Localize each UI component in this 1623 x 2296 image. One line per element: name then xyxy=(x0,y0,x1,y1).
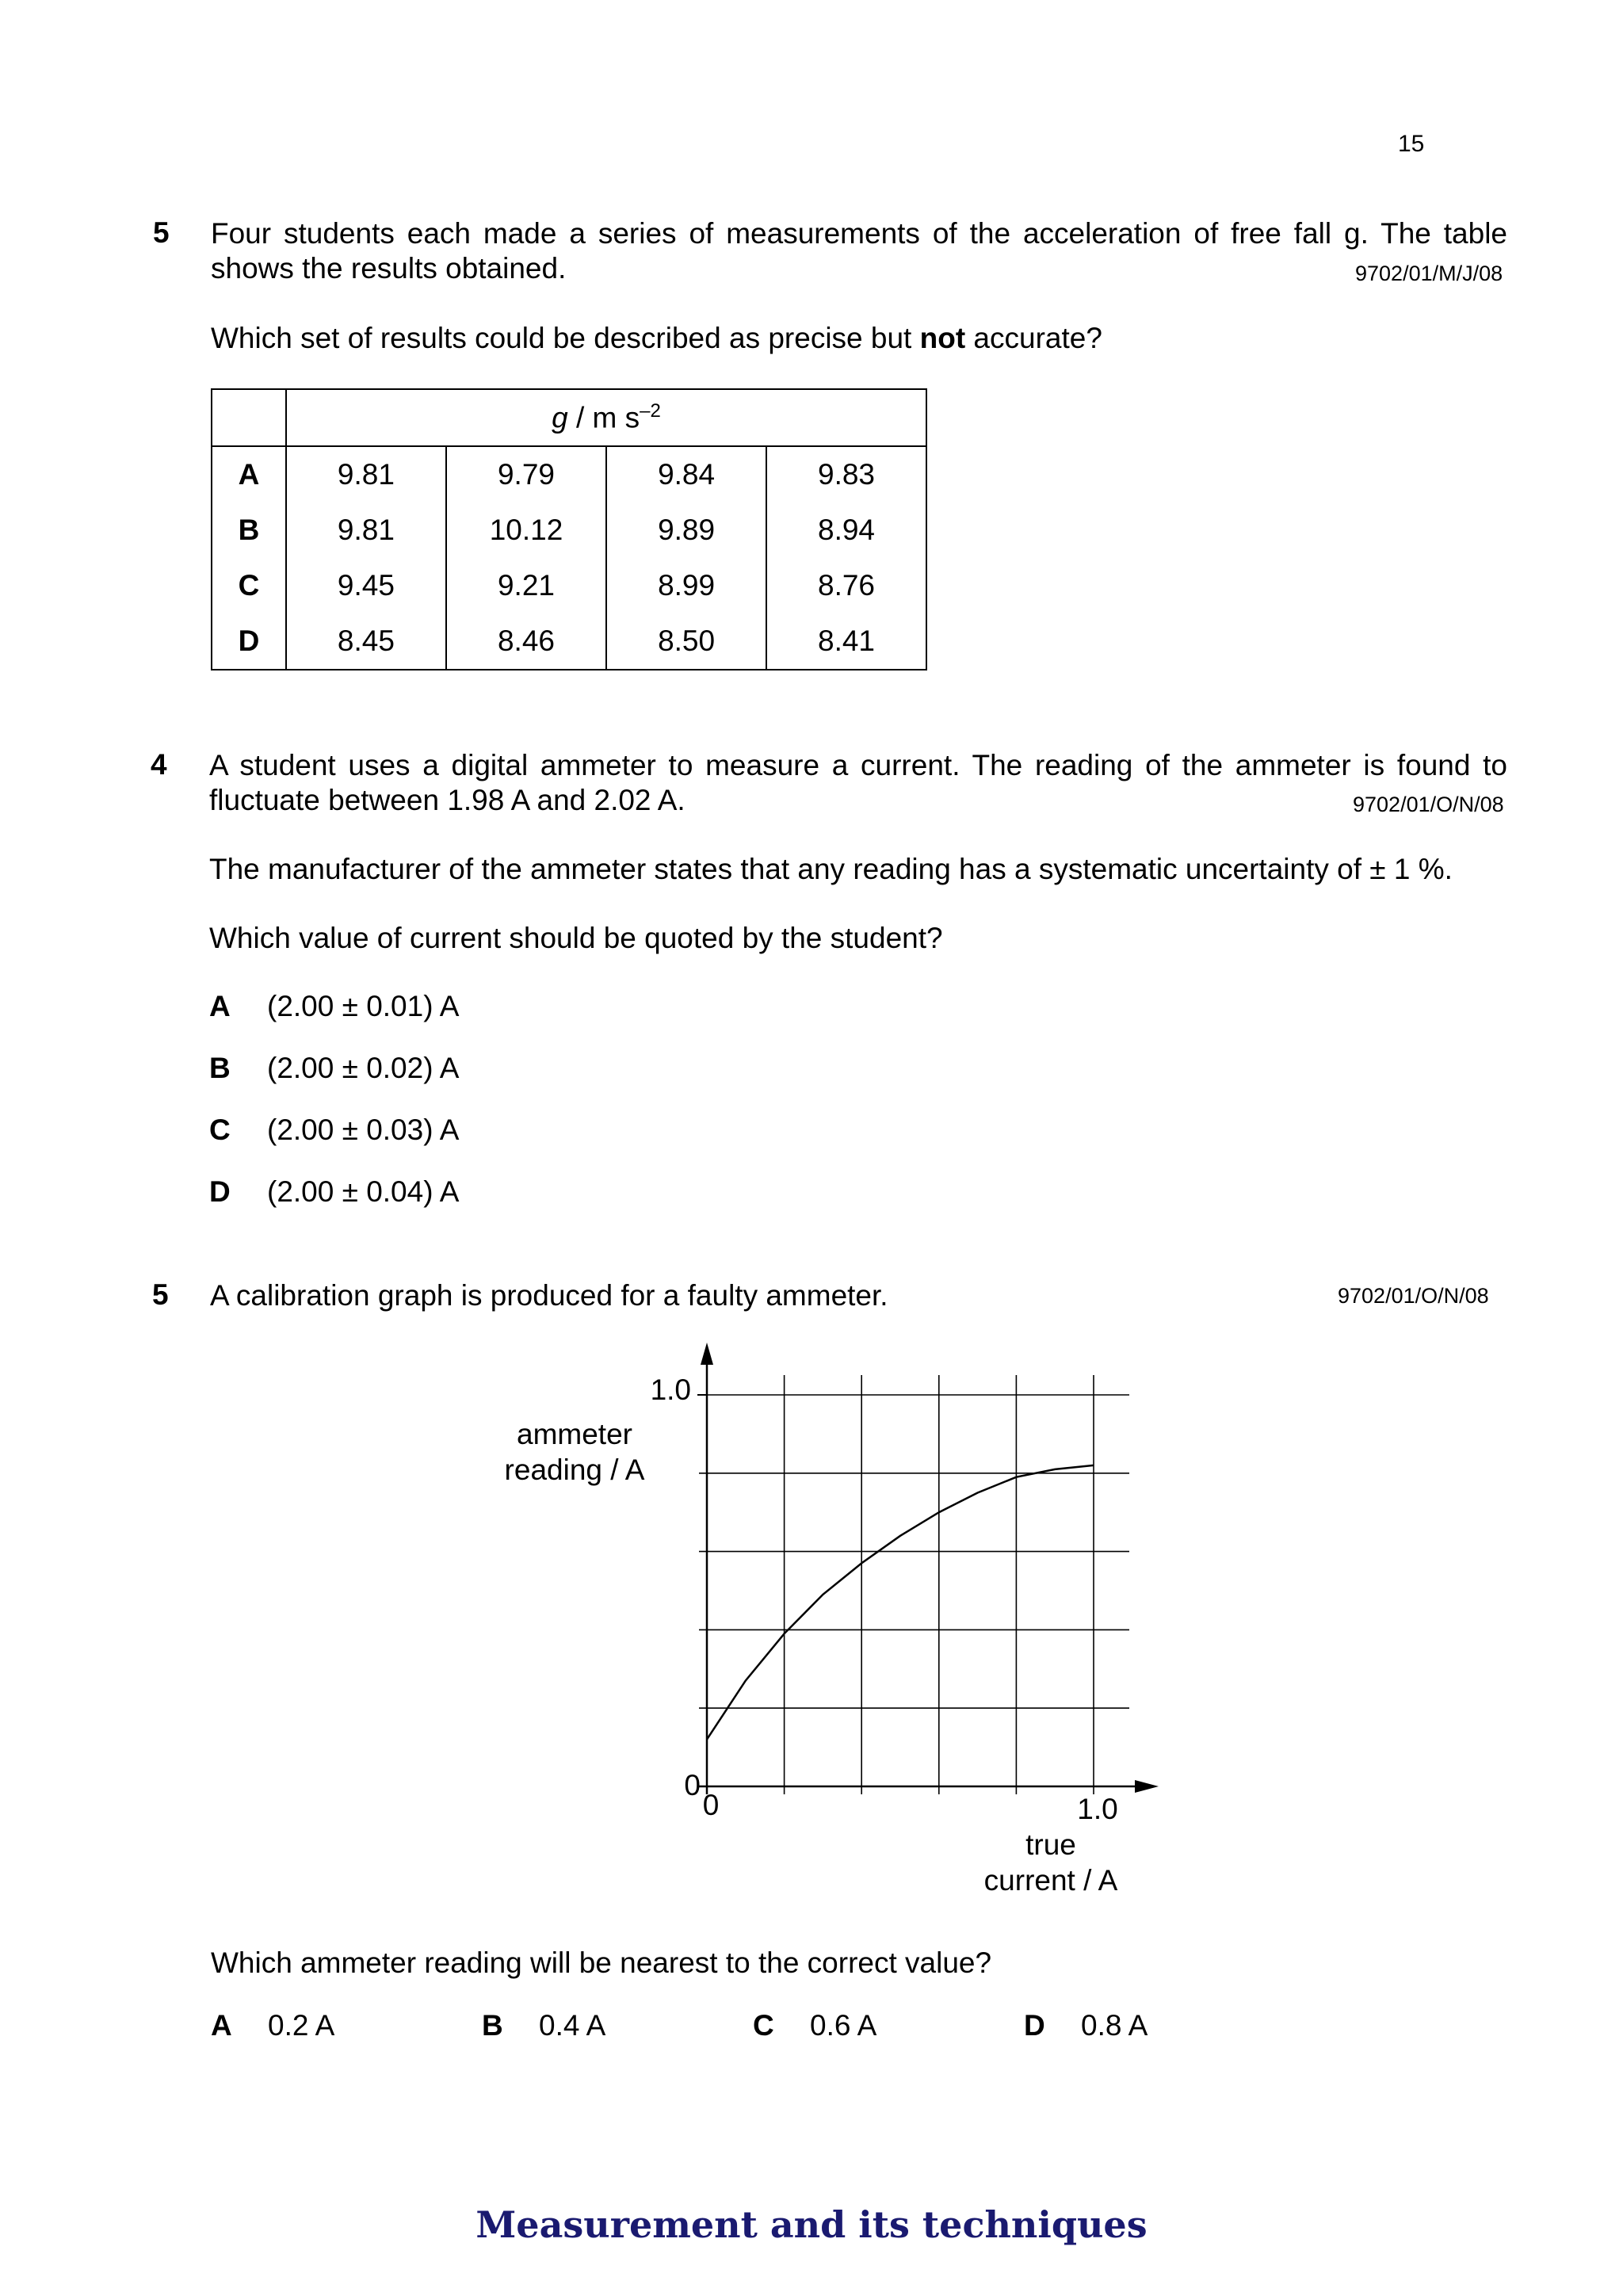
table-row xyxy=(212,502,926,558)
y-tick-label-zero: 0 xyxy=(684,1769,701,1801)
q2-line1-text: A student uses a digital ammeter to measure a current. The reading of the ammeter is found to xyxy=(209,749,1507,781)
y-tick-label-max: 1.0 xyxy=(650,1373,691,1406)
graph-axes xyxy=(697,1343,1159,1794)
table-cell: 8.99 xyxy=(606,558,766,613)
y-axis-arrow xyxy=(701,1343,713,1365)
footer-title: Measurement and its techniques xyxy=(475,2203,1148,2246)
q2-line2: fluctuate between 1.98 A and 2.02 A. xyxy=(209,784,685,816)
table-cell: 9.45 xyxy=(286,558,446,613)
option-text: (2.00 ± 0.03) A xyxy=(267,1114,460,1146)
q2-option-a[interactable] xyxy=(209,989,460,1024)
results-table xyxy=(211,388,927,670)
header-g: g xyxy=(552,401,568,434)
table-cell: 9.89 xyxy=(606,502,766,558)
option-text: 0.6 A xyxy=(810,2009,877,2042)
q3-option-a[interactable] xyxy=(211,2008,335,2043)
x-axis-label-line2: current / A xyxy=(983,1864,1118,1897)
q3-number: 5 xyxy=(152,1278,169,1311)
option-letter: D xyxy=(209,1175,231,1208)
header-exponent: –2 xyxy=(640,400,661,422)
table-cell: 9.79 xyxy=(446,446,606,502)
q3-option-d[interactable] xyxy=(1024,2008,1148,2043)
x-axis-arrow xyxy=(1135,1780,1159,1793)
q2-option-c[interactable] xyxy=(209,1113,460,1148)
option-letter: A xyxy=(211,2009,232,2042)
q1-prompt-bold: not xyxy=(919,322,966,354)
table-row xyxy=(212,613,926,670)
option-text: 0.4 A xyxy=(539,2009,606,2042)
table-cell: 8.76 xyxy=(766,558,926,613)
y-axis-label-line2: reading / A xyxy=(504,1454,645,1486)
option-letter: A xyxy=(209,990,231,1022)
calibration-curve xyxy=(707,1465,1094,1740)
option-text: (2.00 ± 0.04) A xyxy=(267,1175,460,1208)
calibration-graph xyxy=(475,1331,1189,1918)
table-row xyxy=(212,558,926,613)
q3-line1: A calibration graph is produced for a faulty ammeter. xyxy=(210,1279,888,1312)
table-cell: 9.81 xyxy=(286,446,446,502)
option-text: 0.2 A xyxy=(268,2009,335,2042)
table-cell: 9.83 xyxy=(766,446,926,502)
table-cell: 9.84 xyxy=(606,446,766,502)
x-axis-label-line1: true xyxy=(1025,1828,1076,1861)
q1-prompt xyxy=(211,321,1102,356)
graph-grid xyxy=(699,1375,1129,1794)
q2-option-b[interactable] xyxy=(209,1051,460,1086)
table-header-row xyxy=(212,389,926,446)
x-tick-label-max: 1.0 xyxy=(1077,1793,1118,1825)
row-label: B xyxy=(212,502,286,558)
q1-line2: shows the results obtained. xyxy=(211,252,567,285)
q1-number: 5 xyxy=(153,216,170,249)
table-cell: 8.41 xyxy=(766,613,926,670)
table-row xyxy=(212,446,926,502)
q3-option-c[interactable] xyxy=(753,2008,877,2043)
q2-prompt: Which value of current should be quoted by the student? xyxy=(209,922,943,954)
table-cell: 9.21 xyxy=(446,558,606,613)
q3-option-b[interactable] xyxy=(482,2008,606,2043)
q1-prompt-pre: Which set of results could be described as precise but xyxy=(211,322,920,354)
table-cell: 8.45 xyxy=(286,613,446,670)
table-header-unit xyxy=(286,389,926,446)
q2-number: 4 xyxy=(151,748,167,781)
table-cell: 8.50 xyxy=(606,613,766,670)
q2-option-d[interactable] xyxy=(209,1175,460,1209)
q1-line1 xyxy=(211,216,1507,251)
option-text: (2.00 ± 0.02) A xyxy=(267,1052,460,1084)
row-label: C xyxy=(212,558,286,613)
table-cell: 8.94 xyxy=(766,502,926,558)
option-text: 0.8 A xyxy=(1081,2009,1148,2042)
row-label: A xyxy=(212,446,286,502)
table-cell: 8.46 xyxy=(446,613,606,670)
option-letter: D xyxy=(1024,2009,1045,2042)
q2-reference: 9702/01/O/N/08 xyxy=(1353,793,1504,816)
row-label: D xyxy=(212,613,286,670)
table-cell: 10.12 xyxy=(446,502,606,558)
table-header-empty xyxy=(212,389,286,446)
option-letter: C xyxy=(753,2009,774,2042)
table-cell: 9.81 xyxy=(286,502,446,558)
q1-line1-text: Four students each made a series of measurements of the acceleration of free fall g. The table xyxy=(211,217,1507,250)
header-unit: / m s xyxy=(567,401,640,434)
q1-reference: 9702/01/M/J/08 xyxy=(1355,262,1503,285)
q2-statement: The manufacturer of the ammeter states that any reading has a systematic uncertainty of ± 1 %. xyxy=(209,853,1453,885)
option-letter: C xyxy=(209,1114,231,1146)
y-axis-label-line1: ammeter xyxy=(517,1418,632,1450)
page-number: 15 xyxy=(1398,131,1425,157)
option-text: (2.00 ± 0.01) A xyxy=(267,990,460,1022)
option-letter: B xyxy=(209,1052,231,1084)
q1-prompt-post: accurate? xyxy=(965,322,1102,354)
option-letter: B xyxy=(482,2009,503,2042)
x-tick-label-zero: 0 xyxy=(702,1789,720,1821)
q3-reference: 9702/01/O/N/08 xyxy=(1338,1284,1489,1308)
q3-prompt: Which ammeter reading will be nearest to the correct value? xyxy=(211,1946,992,1979)
q2-line1 xyxy=(209,748,1507,783)
